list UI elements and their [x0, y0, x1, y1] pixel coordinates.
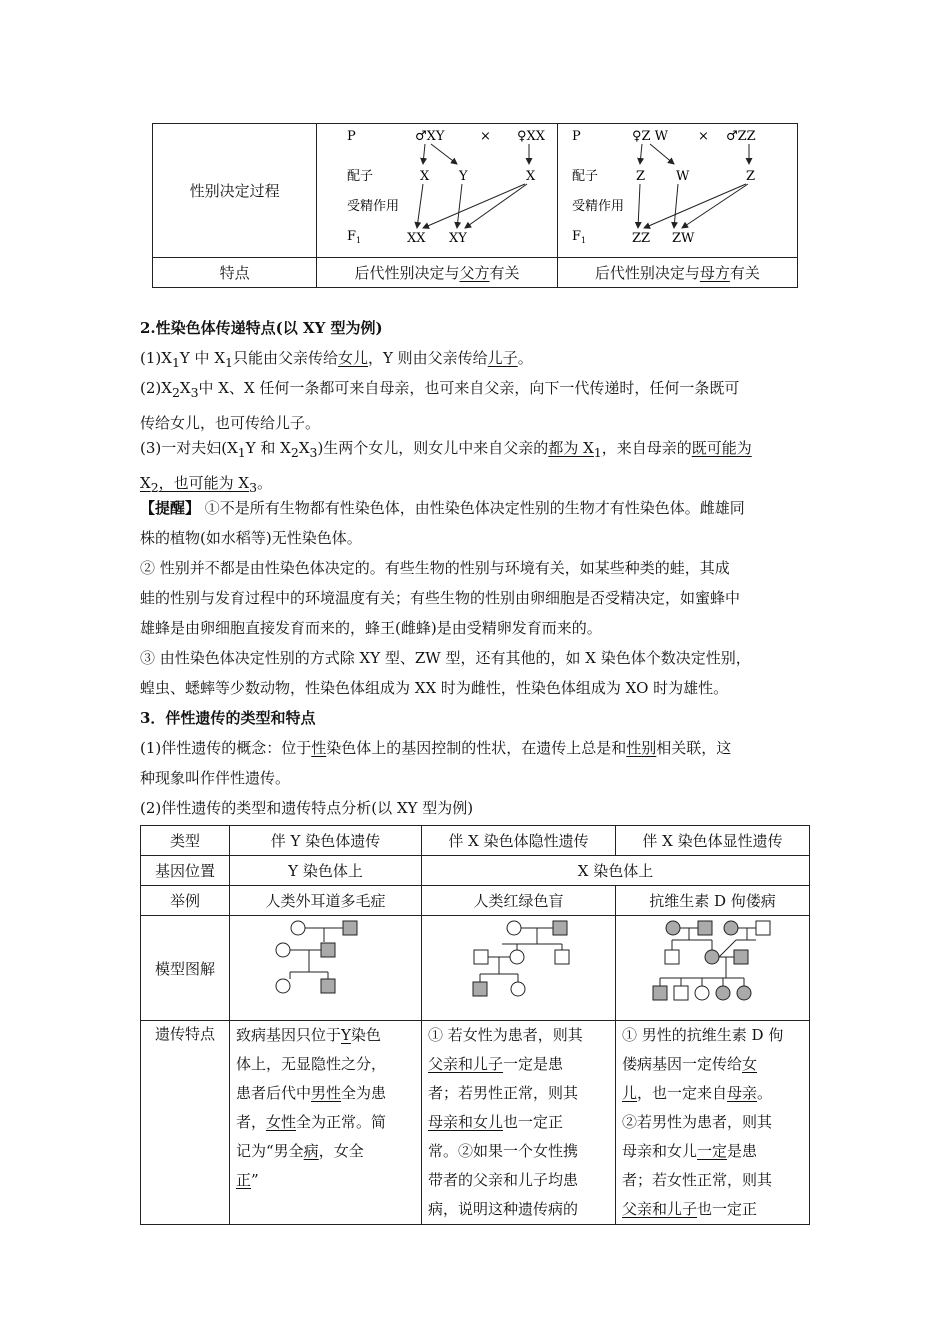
trait-xd — [616, 1021, 810, 1225]
example-xr: 人类红绿色盲 — [422, 886, 616, 916]
remind-label: 【提醒】 — [140, 499, 201, 517]
trait-xd-line: 母亲和女儿一定是患 — [622, 1142, 758, 1160]
male-affected — [553, 921, 567, 935]
trait-xd-line: 者；若女性正常，则其 — [622, 1171, 773, 1189]
zw-gamete-3: Z — [745, 169, 755, 184]
zw-gamete-1: Z — [635, 169, 645, 184]
xy-male-parent: ♂XY — [415, 129, 445, 144]
xy-cross-diagram — [317, 124, 547, 257]
section-2-p3: (3)一对夫妇($X_1Y$ 和 $X_2X_3$)生两个女儿，则女儿中来自父亲的都为 $X_1$，来自母亲的既可能为 $X_2$，也可能为 $X_3$。 — [140, 439, 752, 495]
trait-xr-line: 父亲和儿子一定是患 — [428, 1055, 564, 1073]
xy-p-label: P — [347, 129, 357, 144]
xy-f1-label: $F_1$ — [347, 229, 362, 245]
pedigree-x-dominant — [616, 916, 809, 1020]
zw-female-parent: ♀Z W — [631, 129, 668, 144]
zw-offspring-2: ZW — [671, 231, 695, 246]
inheritance-table — [140, 825, 810, 1225]
xy-cross-sign: × — [480, 129, 492, 144]
pedigree-xr-cell — [422, 916, 616, 1021]
male-normal — [674, 986, 688, 1000]
female-affected — [724, 921, 738, 935]
trait-y-line: 正” — [236, 1171, 259, 1189]
male-normal — [555, 950, 569, 964]
header-y-linked: 伴 Y 染色体遗传 — [230, 826, 422, 856]
section-2-p1: $(1)X_1Y$ 中 $X_1$只能由父亲传给女儿，Y 则由父亲传给儿子。 — [140, 349, 533, 370]
trait-y-line: 致病基因只位于Y染色 — [236, 1026, 381, 1044]
trait-y-line: 体上，无显隐性之分， — [236, 1055, 387, 1073]
male-normal — [756, 921, 770, 935]
xy-arrows — [417, 144, 529, 228]
trait-y-line: 患者后代中男性全为患 — [236, 1084, 387, 1102]
zw-cross-diagram — [558, 124, 788, 257]
section-2-title: 2.性染色体传递特点(以 XY 型为例) — [140, 319, 383, 337]
row-trait: 遗传特点 — [141, 1021, 230, 1225]
remind-block: 【提醒】 ①不是所有生物都有性染色体，由性染色体决定性别的生物才有性染色体。雌雄同 株的植物(如水稻等)无性染色体。 ② 性别并不都是由性染色体决定的。有些生物的性别与环境有关，如某些种类的蛙，其成 蛙的性别与发育过程中的环境温度有关；有些生物的性别由卵细胞是否受精决定，如蜜蜂中 雄蜂是由卵细胞直接发育而来的，蜂王(雌蜂)是由受精卵发育而来的。 ③ 由性染色体决定性别的方式除 XY 型、ZW 型，还有其他的，如 X 染色体个数决定性别， 蝗虫、蟋蟀等少数动物，性染色体组成为 XX 时为雌性，性染色体组成为 XO 时为雄性。 — [140, 499, 751, 697]
female-normal — [276, 979, 290, 993]
header-x-recessive: 伴 X 染色体隐性遗传 — [422, 826, 616, 856]
trait-xd-line: 偻病基因一定传给女 — [622, 1055, 758, 1073]
pedigree-y-linked — [230, 916, 421, 1020]
zw-f1-label: $F_1$ — [571, 229, 586, 245]
trait-y-line: 记为“男全病，女全 — [236, 1142, 364, 1160]
xy-gamete-label: 配子 — [347, 169, 374, 184]
male-affected — [473, 982, 487, 996]
female-affected — [737, 986, 751, 1000]
trait-xd-line: 儿，也一定来自母亲。 — [622, 1084, 773, 1102]
zw-p-label: P — [571, 129, 581, 144]
female-normal — [511, 982, 525, 996]
trait-xr-line: ① 若女性为患者，则其 — [428, 1026, 583, 1044]
male-affected — [653, 986, 667, 1000]
male-affected — [321, 979, 335, 993]
header-x-dominant: 伴 X 染色体显性遗传 — [616, 826, 810, 856]
zw-fertilization-label: 受精作用 — [571, 199, 624, 214]
row-label-process: 性别决定过程 — [153, 124, 317, 258]
male-normal — [665, 950, 679, 964]
male-affected — [698, 921, 712, 935]
female-normal — [291, 921, 305, 935]
example-xd: 抗维生素 D 佝偻病 — [616, 886, 810, 916]
trait-xr — [422, 1021, 616, 1225]
female-affected — [716, 986, 730, 1000]
xy-gamete-3: X — [526, 169, 536, 184]
male-affected — [343, 921, 357, 935]
trait-y-line: 者，女性全为正常。简 — [236, 1113, 387, 1131]
xy-female-parent: ♀XX — [517, 129, 546, 144]
zw-trait: 后代性别决定与母方有关 — [557, 258, 797, 288]
pedigree-xd-cell — [616, 916, 810, 1021]
trait-y — [230, 1021, 422, 1225]
section-2-p2: $(2)X_2X_3$中 X、X 任何一条都可来自母亲，也可来自父亲，向下一代传递时，任何一条既可 传给女儿，也可传给儿子。 — [140, 379, 740, 432]
row-label-trait: 特点 — [153, 258, 317, 288]
sex-determination-table — [152, 123, 798, 286]
zw-gamete-label: 配子 — [571, 169, 598, 184]
female-affected — [705, 950, 719, 964]
xy-offspring-2: XY — [449, 231, 468, 246]
zw-gamete-2: W — [675, 169, 690, 184]
trait-xr-line: 母亲和女儿也一定正 — [428, 1113, 564, 1131]
xy-offspring-1: XX — [407, 231, 426, 246]
row-model: 模型图解 — [141, 916, 230, 1021]
zw-diagram-cell — [557, 124, 797, 258]
female-normal — [695, 986, 709, 1000]
xy-trait: 后代性别决定与父方有关 — [317, 258, 557, 288]
zw-male-parent: ♂ZZ — [725, 129, 756, 144]
trait-xr-line: 常。②如果一个女性携 — [428, 1142, 579, 1160]
location-x: X 染色体上 — [422, 856, 810, 886]
female-normal — [276, 943, 290, 957]
trait-xr-line: 带者的父亲和儿子均患 — [428, 1171, 579, 1189]
row-example: 举例 — [141, 886, 230, 916]
male-normal — [474, 950, 488, 964]
xy-gamete-1: X — [420, 169, 430, 184]
xy-diagram-cell — [317, 124, 557, 258]
pedigree-y-cell — [230, 916, 422, 1021]
male-affected — [321, 943, 335, 957]
xy-fertilization-label: 受精作用 — [347, 199, 400, 214]
trait-xd-line: ②若男性为患者，则其 — [622, 1113, 773, 1131]
example-y: 人类外耳道多毛症 — [230, 886, 422, 916]
female-affected — [666, 921, 680, 935]
trait-xr-line: 病，说明这种遗传病的 — [428, 1200, 579, 1218]
section-3-p2: (2)伴性遗传的类型和遗传特点分析(以 XY 型为例) — [140, 799, 474, 817]
zw-cross-sign: × — [697, 129, 709, 144]
section-3-title: 3．伴性遗传的类型和特点 — [140, 709, 316, 727]
trait-xr-line: 者；若男性正常，则其 — [428, 1084, 579, 1102]
location-y: Y 染色体上 — [230, 856, 422, 886]
female-normal — [507, 921, 521, 935]
trait-xd-line: ① 男性的抗维生素 D 佝 — [622, 1026, 784, 1044]
row-gene-location: 基因位置 — [141, 856, 230, 886]
zw-arrows — [635, 144, 749, 228]
zw-offspring-1: ZZ — [631, 231, 650, 246]
pedigree-x-recessive — [422, 916, 615, 1020]
xy-gamete-2: Y — [459, 169, 468, 184]
male-affected — [734, 950, 748, 964]
header-type: 类型 — [141, 826, 230, 856]
female-normal — [510, 950, 524, 964]
trait-xd-line: 父亲和儿子也一定正 — [622, 1200, 758, 1218]
section-3-p1: (1)伴性遗传的概念：位于性染色体上的基因控制的性状，在遗传上总是和性别相关联，这 种现象叫作伴性遗传。 — [140, 739, 732, 787]
